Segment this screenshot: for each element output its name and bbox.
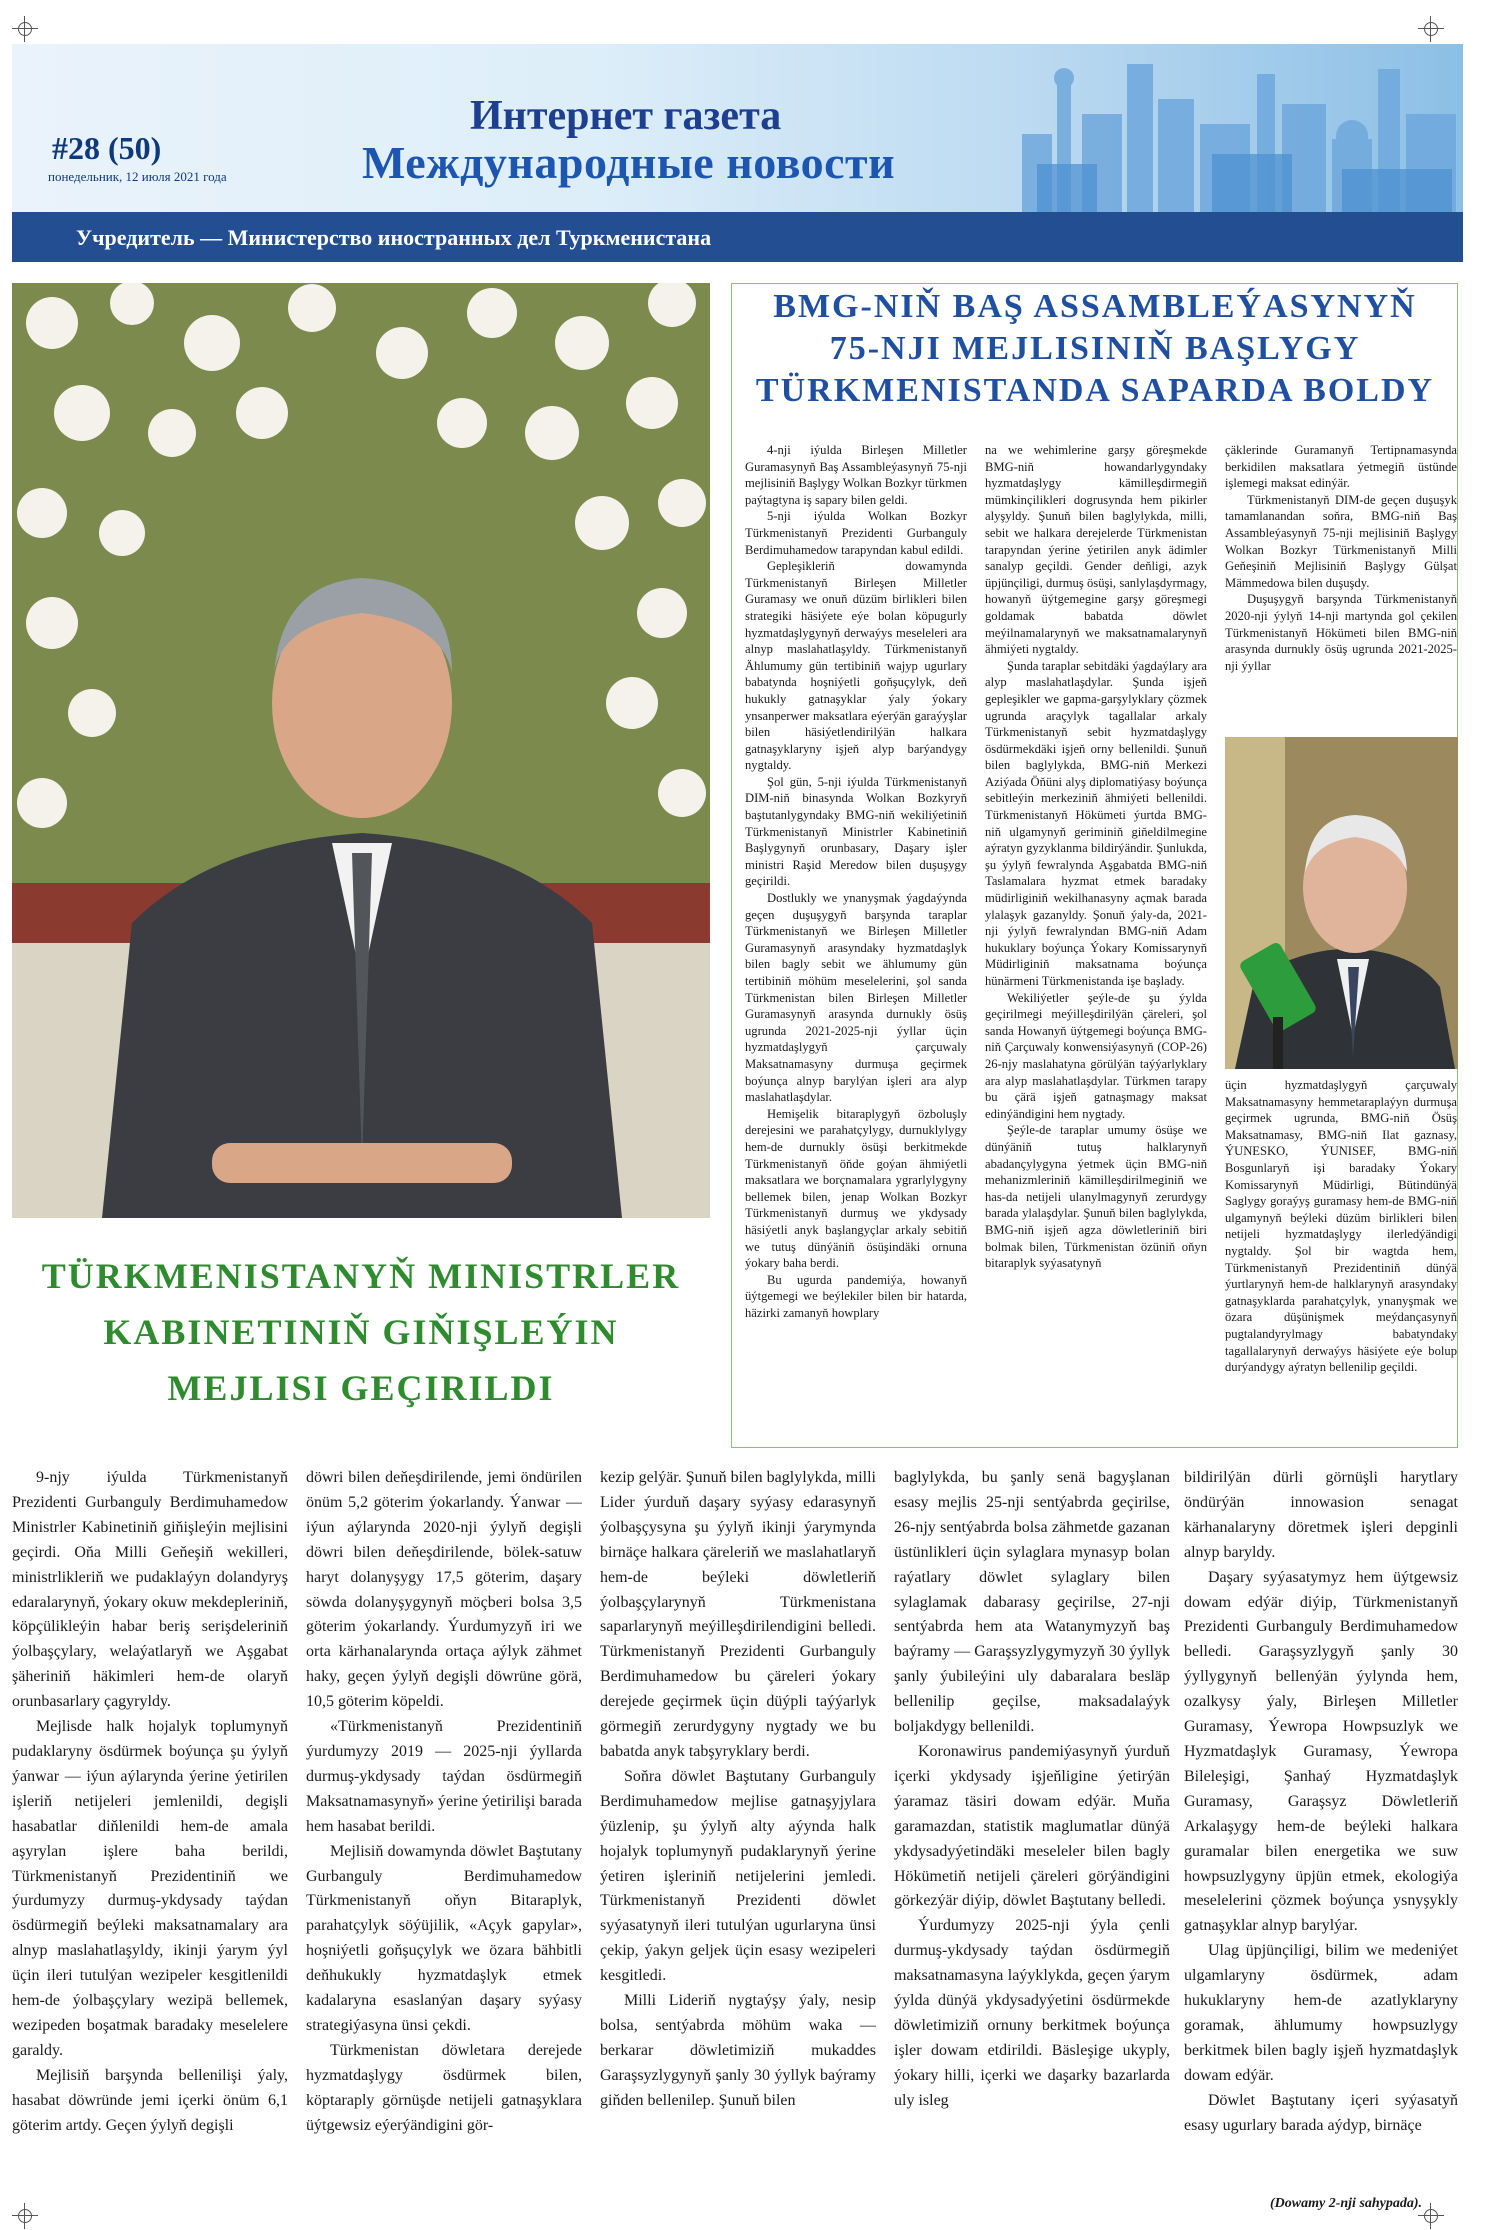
article-left-column-1: 9-njy iýulda Türkmenistanyň Prezidenti Gurbanguly Berdimuhamedow Ministrler Kabinetiniň giňişleýin mejlisini geçirdi. Oňa Milli Geňeşiň wekilleri, ministrlikleriň we pudaklaýyn dolandyryş edaralarynyň, ýokary okuw mekdepleriniň, köpçülikleýin habar beriş serişdeleriniň ýolbaşçylary, welaýatlaryň we Aşgabat şäheriniň häkimleri hem-de olaryň orunbasarlary çagyryldy. Mejlisde halk hojalyk toplumynyň pudaklaryny ösdürmek boýunça şu ýylyň ýanwar — iýun aýlarynda ýerine ýetirilen işleriň netijeleri jemlenildi, degişli hasabatlar diňlenildi hem-de amala aşyrylan işlere baha berildi, Türkmenistanyň Prezidentiniň we ýurdumyzy durmuş-ykdysady taýdan ösdürmegiň beýleki maksatnamalary ara alnyp maslahatlaşyldy, ikinji ýarym ýyl üçin ileri tutulýan wezipeler kesgitlenildi hem-de ýolbaşçylary wezipä bellemek, wezipeden boşatmak baradaky meselelere garaldy. Mejlisiň barşynda bellenilişi ýaly, hasabat döwründe jemi içerki önüm 6,1 göterim artdy. Geçen ýylyň degişli [12, 1469, 288, 2134]
article-left-column-4: baglylykda, bu şanly senä bagyşlanan esasy mejlis 25-nji sentýabrda geçirilse, 26-njy sentýabrda bolsa zähmetde gazanan üstünlikleri üçin sylaglara mynasyp bolan raýatlary döwlet sylaglary bilen sylaglamak dabarasy geçirilse, 27-nji sentýabrda hem ata Watanymyzyň baş baýramy — Garaşsyzlygymyzyň 30 ýyllyk şanly ýubileýini uly dabaralara besläp bellenilip geçilse, maksadalaýyk boljakdygy bellenildi. Koronawirus pandemiýasynyň ýurduň içerki ykdysady işjeňligine ýetirýän ýaramaz täsiri dowam edýär. Muňa garamazdan, statistik maglumatlar dünýä ykdysadyýetindäki meseleler bilen bagly Hökümetiň netijeli çäreleri görýändigini görkezýär diýip, döwlet Baştutany belledi. Ýurdumyzy 2025-nji ýyla çenli durmuş-ykdysady taýdan ösdürmegiň maksatnamasyna laýyklykda, geçen ýarym ýylda dünýä ykdysadyýetini ösdürmekde döwletimiziň ornuny berkitmek boýunça işler dowam etdirildi. Bäsleşige ukyply, ýokary hilli, içerki we daşarky bazarlarda uly isleg [894, 1469, 1170, 2109]
crop-mark-icon [1418, 16, 1444, 42]
skyline-illustration [1012, 44, 1463, 212]
founder-text: Учредитель — Министерство иностранных дел Туркменистана [76, 225, 712, 250]
newspaper-title-line2: Международные новости [362, 137, 896, 188]
article-headline-left: TÜRKMENISTANYŇ MINISTRLER KABINETINIŇ GIŇIŞLEÝIN MEJLISI GEÇIRILDI [41, 1256, 681, 1408]
continued-note: (Dowamy 2-nji sahypada). [1270, 2196, 1423, 2211]
president-photo [12, 283, 710, 1218]
article-right-column-3-bottom: üçin hyzmatdaşlygyň çarçuwaly Maksatnamasyny hemmetaraplaýyn durmuşa geçirmek ugrunda, BMG-niň Ösüş Maksatnamasy, BMG-niň Ilat gaznasy, ÝUNESKO, ÝUNISEF, BMG-niň Bosgunlaryň işi baradaky Ýokary Komissarynyň Müdirligi, Bütindünýä Saglygy goraýyş guramasy hem-de BMG-niň ulgamynyň beýleki düzüm birlikleri bilen netijeli hyzmatdaşlygy ilerledýändigi nygtaldy. Şol bir wagtda hem, Türkmenistanyň Prezidentiniň dünýä ýurtlarynyň hem-de halklarynyň arasyndaky gatnaşyklarda parahatçylyk, ynanyşmak we özara düşünişmek meýdançasynyň pugtalandyrylmagy babatyndaky tagallalarynyň derwaýys häsiýete eýe bolup durýandygy aýratyn bellenilip geçildi. [1225, 1078, 1457, 1375]
article-right-column-1: 4-nji iýulda Birleşen Milletler Guramasynyň Baş Assambleýasynyň 75-nji mejlisiniň Başlygy Wolkan Bozkyr türkmen paýtagtyna iş sapary bilen geldi. 5-nji iýulda Wolkan Bozkyr Türkmenistanyň Prezidenti Gurbanguly Berdimuhamedow tarapyndan kabul edildi. Gepleşikleriň dowamynda Türkmenistanyň Birleşen Milletler Guramasy we onuň düzüm birlikleri bilen strategiki häsiýete eýe bolan köpugurly hyzmatdaşlygynyň derwaýys meseleleri ara alnyp maslahatlaşyldy. Türkmenistanyň Ählumumy gün tertibiniň wajyp ugurlary babatynda hoşniýetli goňşuçylyk, deň hukukly gatnaşyklar ýaly ýokary ynsanperwer maksatlara eýerýän garaýyşlar bilen häsiýetlendirilýän halkara gatnaşyklaryny işjeň alyp barýandygy nygtaldy. Şol gün, 5-nji iýulda Türkmenistanyň DIM-niň binasynda Wolkan Bozkyryň baştutanlygyndaky BMG-niň wekiliýetiniň Türkmenistanyň Ministrler Kabinetiniň Başlygynyň orunbasary, Daşary işler ministri Raşid Meredow bilen duşuşygy geçirildi. Dostlukly we ynanyşmak ýagdaýynda geçen duşuşygyň barşynda taraplar Türkmenistanyň we Birleşen Milletler Guramasynyň arasyndaky hyzmatdaşlyk bilen bagly sebit we ählumumy gün tertibiniň möhüm meselelerini, şol sanda Türkmenistan bilen Birleşen Milletler Guramasynyň arasynda durnukly ösüş ugrunda 2021-2025-nji ýyllar üçin hyzmatdaşlygyň çarçuwaly Maksatnamasyny durmuşa geçirmek boýunça alnyp barylýan işleri ara alyp maslahatlaşdylar. Hemişelik bitaraplygyň özboluşly derejesini we parahatçylygy, durnuklylygy hem-de durnukly ösüşi berkitmekde Türkmenistanyň öňde goýan ähmiýetli maksatlara we borçnamalara ygrarlylygyny bellemek bilen, jenap Wolkan Bozkyr Türkmenistanyň durmuş we ykdysady häsiýetli anyk başlangyçlar arkaly sebitiň we tutuş dünýäniň ösüşindäki ornuna ýokary baha berdi. Bu ugurda pandemiýa, howanyň üýtgemegi we beýlekiler bilen bir hatarda, häzirki zamanyň howplary [745, 443, 967, 1320]
article-left-column-3: kezip gelýär. Şunuň bilen baglylykda, milli Lider ýurduň daşary syýasy edarasynyň ýolbaşçysyna şu ýylyň ikinji ýarymynda birnäçe halkara çäreleriň we maslahatlaryň hem-de beýleki döwletleriň ýolbaşçylarynyň Türkmenistana saparlarynyň meýilleşdirilendigini belledi. Türkmenistanyň Prezidenti Gurbanguly Berdimuhamedow bu çäreleri ýokary derejede geçirmek üçin düýpli taýýarlyk görmegiň zerurdygyny nygtady we bu babatda anyk tabşyryklary berdi. Soňra döwlet Baştutany Gurbanguly Berdimuhamedow mejlise gatnaşyjylara ýüzlenip, şu ýylyň alty aýynda halk hojalyk toplumynyň pudaklarynyň ýerine ýetiren işleriniň netijelerini jemledi. Türkmenistanyň Prezidenti döwlet syýasatynyň ileri tutulýan ugurlaryna ünsi çekip, ýakyn geljek üçin esasy wezipeleri kesgitledi. Milli Lideriň nygtaýşy ýaly, nesip bolsa, sentýabrda möhüm waka — berkarar döwletimiziň mukaddes Garaşsyzlygynyň şanly 30 ýyllyk baýramy giňden bellenilер. Şunuň bilen [600, 1469, 876, 2109]
article-left-column-2: döwri bilen deňeşdirilende, jemi öndürilen önüm 5,2 göterim ýokarlandy. Ýanwar — iýun aýlarynda 2020-nji ýylyň degişli döwri bilen deňeşdirilende, bölek-satuw haryt dolanyşygy 17,5 göterim, daşary söwda dolanyşygynyň möçberi bolsa 3,5 göterim ýokarlandy. Ýurdumyzyň iri we orta kärhanalarynda ortaça aýlyk zähmet haky, geçen ýylyň degişli döwrüne görä, 10,5 göterim köpeldi. «Türkmenistanyň Prezidentiniň ýurdumyzy 2019 — 2025-nji ýyllarda durmuş-ykdysady taýdan ösdürmegiň Maksatnamasynyň» ýerine ýetirilişi barada hem hasabat berildi. Mejlisiň dowamynda döwlet Baştutany Gurbanguly Berdimuhamedow Türkmenistanyň oňyn Bitaraplyk, parahatçylyk söýüjilik, «Açyk gapylar», hoşniýetli goňşuçylyk we özara bähbitli deňhukukly hyzmatdaşlyk etmek kadalaryna esaslanýan daşary syýasy strategiýasyna ünsi çekdi. Türkmenistan döwletara derejede hyzmatdaşlygy ösdürmek bilen, köptaraply görnüşde netijeli gatnaşyklara üýtgewsiz eýerýändigini gör- [306, 1469, 582, 2134]
crop-mark-icon [12, 2203, 38, 2229]
article-right-column-3-top: çäklerinde Guramanyň Tertipnamasynda berkidilen maksatlara ýetmegiň üstünde işlemegi maksat edinýär. Türkmenistanyň DIM-de geçen duşuşyk tamamlanandan soňra, BMG-niň Baş Assambleýasynyň 75-nji mejlisiniň Başlygy Wolkan Bozkyr Türkmenistanyň Milli Geňeşiniň Mejlisiniň Başlygy Gülşat Mämmedowa bilen duşuşdy. Duşuşygyň barşynda Türkmenistanyň 2020-nji ýylyň 14-nji martynda gol çekilen Türkmenistanyň Hökümeti bilen BMG-niň arasynda durnukly ösüş ugrunda 2021-2025-nji ýyllar [1225, 443, 1457, 673]
newspaper-title-line1: Интернет газета [470, 93, 782, 139]
article-left-column-5: bildirilýän dürli görnüşli harytlary öndürýän innowasion senagat kärhanalaryny döretmek işleri depginli alnyp baryldy. Daşary syýasatymyz hem üýtgewsiz dowam edýär diýip, Türkmenistanyň Prezidenti Gurbanguly Berdimuhamedow belledi. Garaşsyzlygyň şanly 30 ýyllygynyň bellenýän ýylynda hem, ozalkysy ýaly, Birleşen Milletler Guramasy, Ýewropa Howpsuzlyk we Hyzmatdaşlyk Guramasy, Ýewropa Bileleşigi, Şanhaý Hyzmatdaşlyk Guramasy, Garaşsyz Döwletleriň Arkalaşygy hem-de beýleki halkara guramalar bilen energetika we suw howpsuzlygyny üpjün etmek, ekologiýa meselelerini çözmek boýunça ysnyşykly gatnaşyklar alnyp barylýar. Ulag üpjünçiligi, bilim we medeniýet ulgamlaryny ösdürmek, adam hukuklaryny hem-de azatlyklaryny goramak, ählumumy howpsuzlygy berkitmek bilen bagly işjeň hyzmatdaşlyk dowam edýär. Döwlet Baştutany içeri syýasatyň esasy ugurlary barada aýdyp, birnäçe [1184, 1469, 1458, 2134]
issue-number: #28 (50) [52, 130, 162, 166]
article-right-column-2: na we wehimlerine garşy göreşmekde BMG-niň howandarlygyndaky hyzmatdaşlygy kämilleşdirmegiň mümkinçilikleri dogrusynda hem pikirler alyşyldy. Şunuň bilen baglylykda, milli, sebit we halkara derejelerde Türkmenistan tarapyndan ýerine ýetirilen anyk ädimler sanalyp geçildi. Gender deňligi, azyk üpjünçiligi, durmuş ösüşi, sanlylaşdyrmagy, howanyň üýtgemegine garşy göreşmegi goldamak babatda döwlet meýilnamalarynyň we maksatnamalarynyň ähmiýeti nygtaldy. Şunda taraplar sebitdäki ýagdaýlary ara alyp maslahatlaşdylar. Şunda işjeň gepleşikler we gapma-garşylyklary çözmek ugrunda araçylyk tagallalar arkaly Türkmenistanyň sebit hyzmatdaşlygy ösdürmekdäki işjeň orny bellenildi. Şunuň bilen baglylykda, BMG-niň Merkezi Aziýada Öňüni alyş diplomatiýasy boýunça sebitleýin merkeziniň ähmiýeti bellenildi. Türkmenistanyň Hökümeti ýurtda BMG-niň ulgamynyň geriminiň giňeldilmegine aýratyn gyzyklanma bildirýändir. Şunlukda, şu ýylyň fewralynda Aşgabatda BMG-niň Taslamalara hyzmat etmek baradaky müdirliginiň wekilhanasyny açmak barada ylalaşyk gazanyldy. Şonuň ýaly-da, 2021-nji ýylyň fewralyndan BMG-niň Adam hukuklary boýunça Ýokary Komissarynyň Müdirliginiň maksatnama boýunça hünärmeni Türkmenistanda işe başlady. Wekiliýetler şeýle-de şu ýylda geçirilmegi meýilleşdirilýän çäreleri, şol sanda Howanyň üýtgemegi boýunça BMG-niň Çarçuwaly konwensiýasynyň (COP-26) 26-njy maslahatyna görülýän taýýarlyklary ara alyp maslahatlaşdylar. Türkmen tarapy bu çärä işjeň gatnaşmagy maksat edinýändigini hem nygtady. Şeýle-de taraplar umumy ösüşe we dünýäniň tutuş halklarynyň abadançylygyna ýetmek üçin BMG-niň mehanizmleriniň kämilleşdirilmeginiň we has-da netijeli ulanylmagynyň zerurdygy barada ylalaşdylar. Şunuň bilen baglylykda, BMG-niň işjeň agza döwletleriniň biri bolmak bilen, Türkmenistan özüniň oňyn bitaraplyk syýasatynyň [985, 443, 1207, 1271]
article-headline-right: BMG-NIŇ BAŞ ASSAMBLEÝASYNYŇ 75-NJI MEJLISINIŇ BAŞLYGY TÜRKMENISTANDA SAPARDA BOLDY [755, 288, 1435, 409]
crop-mark-icon [12, 16, 38, 42]
bozkyr-photo [1225, 737, 1458, 1069]
masthead [12, 44, 1463, 262]
issue-date: понедельник, 12 июля 2021 года [48, 169, 227, 184]
